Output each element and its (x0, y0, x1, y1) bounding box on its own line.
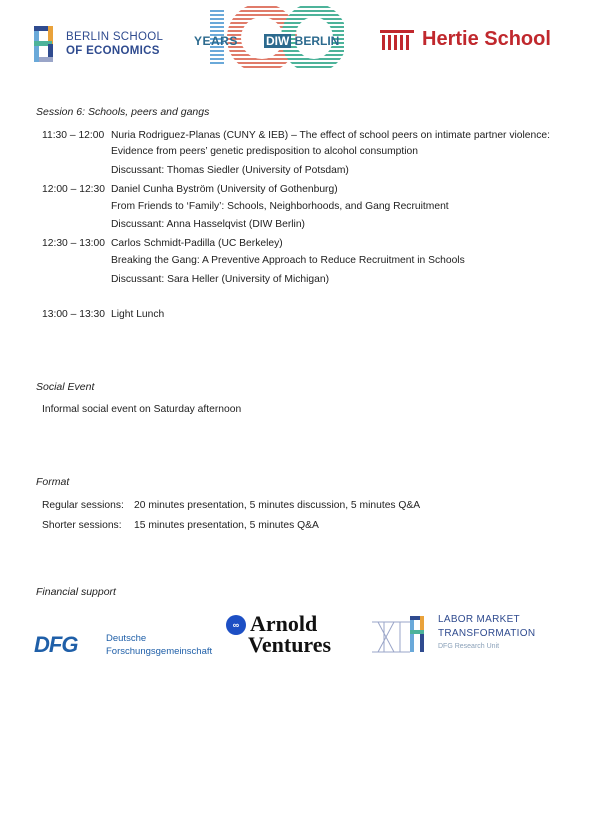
regular-sessions-label: Regular sessions: (42, 500, 124, 511)
talk1-speaker: Nuria Rodriguez-Planas (CUNY & IEB) – The effect of school peers on intimate partner violence: (111, 130, 550, 141)
talk3-discussant: Discussant: Sara Heller (University of Michigan) (111, 274, 330, 285)
lmt-line1: LABOR MARKET (438, 614, 520, 625)
social-heading: Social Event (36, 381, 95, 393)
bse-name-line1: BERLIN SCHOOL (66, 31, 164, 43)
labor-market-transformation-logo (370, 612, 540, 656)
dfg-mark: DFG (34, 632, 78, 657)
financial-heading: Financial support (36, 586, 116, 598)
dfg-line2: Forschungsgemeinschaft (106, 646, 213, 657)
lunch-time: 13:00 – 13:30 (42, 309, 105, 320)
diw-berlin-text: BERLIN (294, 34, 340, 48)
lmt-line2: TRANSFORMATION (438, 628, 536, 639)
lunch-label: Light Lunch (111, 309, 165, 320)
talk2-discussant: Discussant: Anna Hasselqvist (DIW Berlin) (111, 219, 305, 230)
hertie-columns-icon (380, 30, 414, 50)
talk1-time: 11:30 – 12:00 (42, 130, 105, 141)
hertie-name: Hertie School (422, 28, 551, 50)
arnold-line2: Ventures (248, 632, 332, 657)
arnold-line1: Arnold (250, 611, 318, 636)
shorter-sessions-value: 15 minutes presentation, 5 minutes Q&A (134, 520, 319, 531)
arnold-ventures-icon: ∞ (226, 615, 246, 635)
arnold-ventures-logo (226, 611, 356, 659)
diw-years-text: YEARS (194, 34, 238, 48)
talk2-time: 12:00 – 12:30 (42, 184, 105, 195)
talk3-speaker: Carlos Schmidt-Padilla (UC Berkeley) (111, 238, 283, 249)
talk1-discussant: Discussant: Thomas Siedler (University of Potsdam) (111, 165, 349, 176)
bse-name-line2: OF ECONOMICS (66, 45, 160, 57)
regular-sessions-value: 20 minutes presentation, 5 minutes discussion, 5 minutes Q&A (134, 500, 421, 511)
social-text: Informal social event on Saturday afternoon (42, 404, 242, 415)
dfg-line1: Deutsche (106, 633, 147, 644)
talk2-title: From Friends to ‘Family’: Schools, Neighborhoods, and Gang Recruitment (111, 201, 449, 212)
bse-logo (34, 26, 194, 66)
shorter-sessions-label: Shorter sessions: (42, 520, 122, 531)
talk1-title: Evidence from peers’ genetic predisposition to alcohol consumption (111, 146, 418, 157)
diw-100-years-logo (192, 6, 344, 70)
lmt-line3: DFG Research Unit (438, 643, 500, 650)
diw-tag: DIW (266, 34, 290, 48)
talk3-title: Breaking the Gang: A Preventive Approach to Reduce Recruitment in Schools (111, 255, 465, 266)
talk3-time: 12:30 – 13:00 (42, 238, 105, 249)
session6-heading: Session 6: Schools, peers and gangs (36, 106, 210, 118)
format-heading: Format (36, 476, 70, 488)
lmt-mark-icon (370, 614, 434, 654)
diw-name-text (264, 34, 339, 48)
dfg-logo (34, 630, 224, 660)
talk2-speaker: Daniel Cunha Byström (University of Gothenburg) (111, 184, 338, 195)
hertie-school-logo (380, 28, 560, 56)
bse-mark-icon (34, 26, 58, 62)
